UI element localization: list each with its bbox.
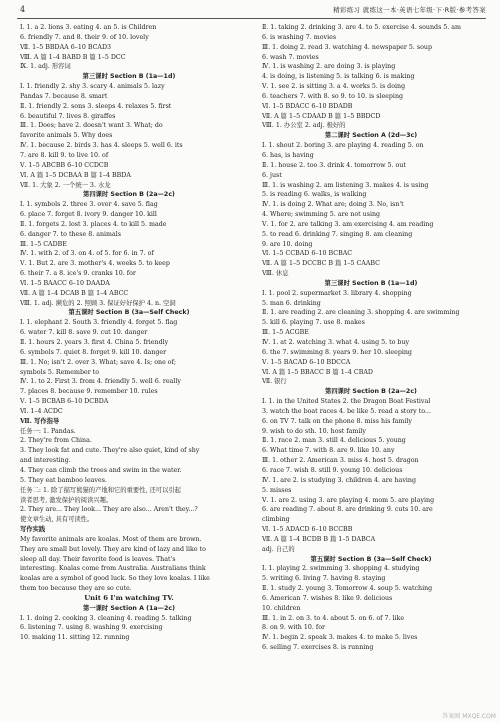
answer-line: Ⅶ. A 篇 1–4 DCAB B 篇 1–4 ABCC (20, 289, 129, 297)
section-heading: 第一课时 Section A (1a—2c) (83, 604, 175, 612)
answer-line: 8. on 9. with 10. for (262, 624, 326, 632)
answer-line: Ⅶ. 写作指导 (20, 417, 60, 425)
watermark: 答案圈 MXQE.COM (442, 713, 496, 720)
answer-line: Ⅵ. 1–5 BDACC 6–10 BDADB (262, 102, 353, 110)
answer-line: Ⅳ. 1. at 2. watching 3. what 4. using 5. to buy (262, 339, 410, 346)
answer-line: Ⅶ. A 篇 1–5 CDAAD B 篇 1–5 BBDCD (262, 112, 381, 120)
section-heading: 第五课时 Section B (3a—Self Check) (310, 555, 432, 563)
answer-line: 5. kill 6. playing 7. use 8. makes (262, 319, 365, 327)
answer-line: 4. They can climb the trees and swim in the water. (20, 466, 182, 474)
answer-line: Ⅵ. A 篇 1–5 DCBAA B 篇 1–4 BBDA (20, 171, 131, 179)
answer-line: 6. friendly 7. and 8. their 9. of 10. lovely (20, 33, 149, 41)
answer-line: 5. is reading 6. walks, is walking (262, 191, 367, 199)
answer-line: sleep all day. Their favorite food is leaves. That's (20, 555, 176, 563)
answer-line: 2. They're from China. (20, 437, 92, 445)
answer-line: 5. They eat bamboo leaves. (20, 476, 107, 484)
answer-line: 6. has, is having (262, 151, 314, 159)
answer-line: Ⅰ. 1. elephant 2. South 3. friendly 4. forget 5. flag (20, 319, 178, 327)
answer-line: Ⅰ. 1. a 2. lions 3. eating 4. an 5. is Children (20, 24, 157, 31)
answer-line: 6. symbols 7. quiet 8. forget 9. kill 10. danger (20, 348, 167, 356)
answer-line: Ⅴ. 1. are 2. using 3. are playing 4. mom 5. are playing (262, 496, 435, 504)
answer-line: 任务二: 1. 除了描写熊猫的产地和它的重要性, 还可以引起 (20, 486, 181, 494)
answer-line: They are small but lovely. They are kind of lazy and like to (20, 545, 206, 553)
answer-line: 6. just (262, 171, 282, 179)
answer-line: Ⅸ. 1. adj. 形容词 (20, 63, 71, 71)
answer-line: Ⅶ. 银行 (262, 378, 287, 386)
answer-line: Ⅳ. 1. are 2. is studying 3. children 4. are having (262, 476, 416, 484)
section-heading: 第三课时 Section B (1a—1d) (324, 279, 418, 287)
running-title: 精彩练习 就练这一本·英语七年级·下·R版·参考答案 (333, 6, 486, 14)
answer-line: 6. their 7. a 8. ice's 9. cranks 10. for (20, 270, 136, 278)
answer-line: Ⅱ. 1. study 2. young 3. Tomorrow 4. soup 5. watching (262, 585, 433, 593)
answer-line: Ⅷ. 1. adj. 濒危的 2. 照顾 3. 保证好好保护 4. n. 空洞 (20, 299, 176, 307)
answer-line: 9. are 10. doing (262, 240, 313, 248)
answer-line: 6. are reading 7. about 8. are drinking 9. cuts 10. are (262, 506, 433, 514)
answer-line: Ⅲ. 1–5 ACGBE (262, 329, 309, 337)
answer-line: Ⅰ. 1. in the United States 2. the Dragon Boat Festival (262, 398, 431, 406)
answer-line: Ⅵ. 1–5 BAACC 6–10 DAADA (20, 279, 110, 287)
answer-line: Ⅳ. 1. to 2. First 3. from 4. friendly 5. well 6. really (20, 378, 181, 386)
answer-line: Ⅱ. 1. race 2. man 3. still 4. delicious 5. young (262, 437, 406, 445)
answer-line: Ⅴ. 1–5 ABCBB 6–10 CCDCB (20, 161, 109, 169)
answer-line: 5. man 6. drinking (262, 299, 321, 307)
answer-line: 4. Where; swimming 5. are not using (262, 211, 381, 219)
answer-line: Ⅲ. 1. is washing 2. am listening 3. makes 4. is using (262, 181, 429, 189)
answer-line: 10. making 11. sitting 12. running (20, 634, 130, 642)
right-column (262, 23, 480, 653)
section-heading: 第四课时 Section B (2a—2c) (83, 191, 175, 199)
answer-line: 6. race 7. wish 8. still 9. young 10. delicious (262, 466, 403, 474)
answer-line: Ⅲ. 1. doing 2. read 3. watching 4. newspaper 5. soup (262, 43, 432, 51)
answer-line: My favorite animals are koalas. Most of them are brown. (20, 535, 202, 543)
answer-line: them too because they are so cute. (20, 585, 132, 593)
answer-line: 10. children (262, 604, 301, 612)
answer-line: Ⅱ. 1. hours 2. years 3. first 4. China 5. friendly (20, 339, 169, 346)
section-heading: Unit 6 I'm watching TV. (84, 593, 174, 602)
answer-line: Ⅴ. 1. for 2. are talking 3. am exercising 4. am reading (262, 220, 434, 228)
answer-line: interesting. Koalas come from Australia. Australians think (20, 565, 206, 573)
page-number: 4 (20, 5, 26, 14)
answer-line: Ⅵ. 1–4 ACDC (20, 407, 63, 415)
answer-line: 2. They are... They look... They are also... Aren't they...? (20, 506, 198, 514)
answer-line: symbols 5. Remember to (20, 368, 100, 376)
answer-line: Ⅵ. 1–5 ADACD 6–10 BCCBB (262, 526, 353, 534)
answer-line: Ⅷ. 1. 办公室 2. adj. 极好的 (262, 122, 346, 130)
answer-line: Ⅱ. 1. are reading 2. are cleaning 3. shopping 4. are swimming (262, 309, 460, 317)
answer-line: 6. American 7. wishes 8. like 9. delicious (262, 594, 393, 602)
answer-line: Ⅴ. 1. see 2. is sitting 3. a 4. works 5. is doing (262, 83, 406, 91)
section-heading: 第二课时 Section A (2d—3c) (324, 132, 418, 140)
answer-line: Ⅵ. A 篇 1–5 BBACC B 篇 1–4 CBAD (262, 368, 373, 376)
answer-line: 读者思考, 激发保护的阅读兴趣。 (20, 496, 113, 504)
answer-line: Ⅳ. 1. is doing 2. What are; doing 3. No, isn't (262, 201, 404, 209)
left-column (20, 23, 238, 643)
answer-line: 6. listening 7. using 8. washing 9. exercising (20, 624, 163, 632)
answer-line: Ⅲ. 1–5 CADBE (20, 240, 67, 248)
answer-line: and interesting. (20, 457, 71, 465)
answer-line: 5. writing 6. living 7. having 8. staying (262, 575, 386, 583)
answer-line: 6. danger 7. to these 8. animals (20, 230, 122, 238)
answer-line: 7. are 8. kill 9. to live 10. of (20, 151, 109, 159)
answer-line: 6. the 7. swimming 8. years 9. her 10. sleeping (262, 348, 412, 356)
answer-line: adj. 自己的 (262, 545, 295, 553)
answer-line: 6. place 7. forget 8. ivory 9. danger 10. kill (20, 211, 157, 219)
answer-line: favorite animals 5. Why does (20, 132, 113, 140)
answer-line: 5. misses (262, 486, 292, 494)
answer-line: Ⅲ. 1. No; isn't 2. over 3. What; save 4. Is; one of; (20, 358, 177, 366)
answer-line: 9. wish to do sth. 10. host family (262, 427, 366, 435)
answer-line: Ⅳ. 1. is washing 2. are doing 3. is playing (262, 63, 396, 71)
answer-line: 6. on TV 7. talk on the phone 8. miss his family (262, 417, 412, 425)
answer-line: Ⅶ. 1–5 BBDAA 6–10 BCAD3 (20, 43, 112, 51)
answer-line: Pandas 7. because 8. smart (20, 92, 108, 100)
answer-line: Ⅱ. 1. taking 2. drinking 3. are 4. to 5. exercise 4. sounds 5. am (262, 24, 462, 31)
answer-line: Ⅴ. 1–5 BACAD 6–10 BDCCA (262, 358, 351, 366)
answer-line: Ⅶ. A 篇 1–5 DCCBC B 篇 1–5 CAABC (262, 260, 380, 268)
answer-line: Ⅱ. 1. friendly 2. sons 3. sleeps 4. relaxes 5. first (20, 102, 172, 110)
answer-line: Ⅱ. 1. house 2. too 3. drink 4. tomorrow 5. out (262, 161, 406, 169)
answer-line: 6. beautiful 7. lives 8. giraffes (20, 112, 116, 120)
answer-line: Ⅰ. 1. friendly 2. shy 3. scary 4. animals 5. lazy (20, 83, 165, 91)
answer-line: 任务一: 1. Pandas. (20, 427, 76, 435)
answer-line: 6. teachers 7. with 8. so 9. to 10. is sleeping (262, 92, 404, 100)
answer-line: 使文章生动, 具有可读性。 (20, 516, 94, 524)
answer-line: Ⅷ. A 篇 1–4 BABD B 篇 1–5 DCC (20, 53, 126, 61)
answer-line: Ⅶ. A 篇 1–4 BCDB B 篇 1–5 DABCA (262, 535, 376, 543)
answer-line: Ⅲ. 1. Does; have 2. doesn't want 3. What; do (20, 122, 163, 130)
answer-line: 6. What time 7. with 8. are 9. like 10. any (262, 447, 395, 455)
answer-line: 3. They look fat and cute. They're also quiet, kind of shy (20, 447, 200, 455)
answer-line: Ⅴ. 1–5 BCBAB 6–10 DCBDA (20, 398, 109, 406)
answer-line: Ⅰ. 1. playing 2. swimming 3. shopping 4. studying (262, 565, 420, 573)
answer-line: Ⅴ. 1. But 2. are 3. mother's 4. weeks 5. to keep (20, 260, 170, 268)
answer-line: 4. is doing, is listening 5. is talking 6. is making (262, 73, 415, 81)
answer-line: Ⅳ. 1. begin 2. speak 3. makes 4. to make 5. lives (262, 634, 418, 642)
answer-line: koalas are a symbol of good luck. So they love koalas. I like (20, 575, 210, 583)
answer-line: 3. watch the boat races 4. be like 5. read a story to... (262, 407, 431, 415)
answer-line: 6. wash 7. movies (262, 53, 319, 61)
answer-line: Ⅰ. 1. symbols 2. three 3. over 4. save 5. flag (20, 201, 158, 209)
answer-line: 6. water 7. kill 8. save 9. cut 10. danger (20, 329, 148, 337)
answer-line: Ⅵ. 1–5 CCBAD 6–10 BCBAC (262, 250, 353, 258)
answer-line: 5. to read 6. drinking 7. singing 8. am cleaning (262, 230, 413, 238)
answer-line: climbing (262, 516, 290, 524)
answer-line: Ⅲ. 1. in 2. on 3. to 4. about 5. on 6. of 7. like (262, 614, 405, 622)
answer-line: 7. places 8. because 9. remember 10. rules (20, 388, 158, 396)
answer-line: 写作实践 (20, 526, 46, 534)
header-rule (17, 18, 486, 19)
section-heading: 第四课时 Section B (2a—2c) (325, 388, 417, 396)
answer-line: Ⅷ. 休息 (262, 270, 289, 278)
section-heading: 第三课时 Section B (1a—1d) (82, 73, 176, 81)
answer-line: Ⅲ. 1. other 2. American 3. miss 4. host 5. dragon (262, 457, 419, 465)
answer-line: Ⅳ. 1. with 2. of 3. on 4. of 5. for 6. in 7. of (20, 250, 154, 258)
answer-line: Ⅱ. 1. forgets 2. lost 3. places 4. to kill 5. made (20, 220, 167, 228)
answer-line: 6. selling 7. exercises 8. is running (262, 644, 374, 652)
answer-line: Ⅰ. 1. shout 2. boring 3. are playing 4. reading 5. on (262, 142, 424, 150)
answer-line: 6. is washing 7. movies (262, 33, 337, 41)
section-heading: 第五课时 Section B (3a—Self Check) (68, 309, 190, 317)
answer-line: Ⅰ. 1. doing 2. cooking 3. cleaning 4. reading 5. talking (20, 614, 192, 622)
answer-line: Ⅰ. 1. pool 2. supermarket 3. library 4. shopping (262, 289, 412, 297)
answer-line: Ⅳ. 1. because 2. birds 3. has 4. sleeps 5. well 6. its (20, 142, 183, 150)
answer-line: Ⅶ. 1. 大象 2. 一个统一 3. 水龙 (20, 181, 111, 189)
